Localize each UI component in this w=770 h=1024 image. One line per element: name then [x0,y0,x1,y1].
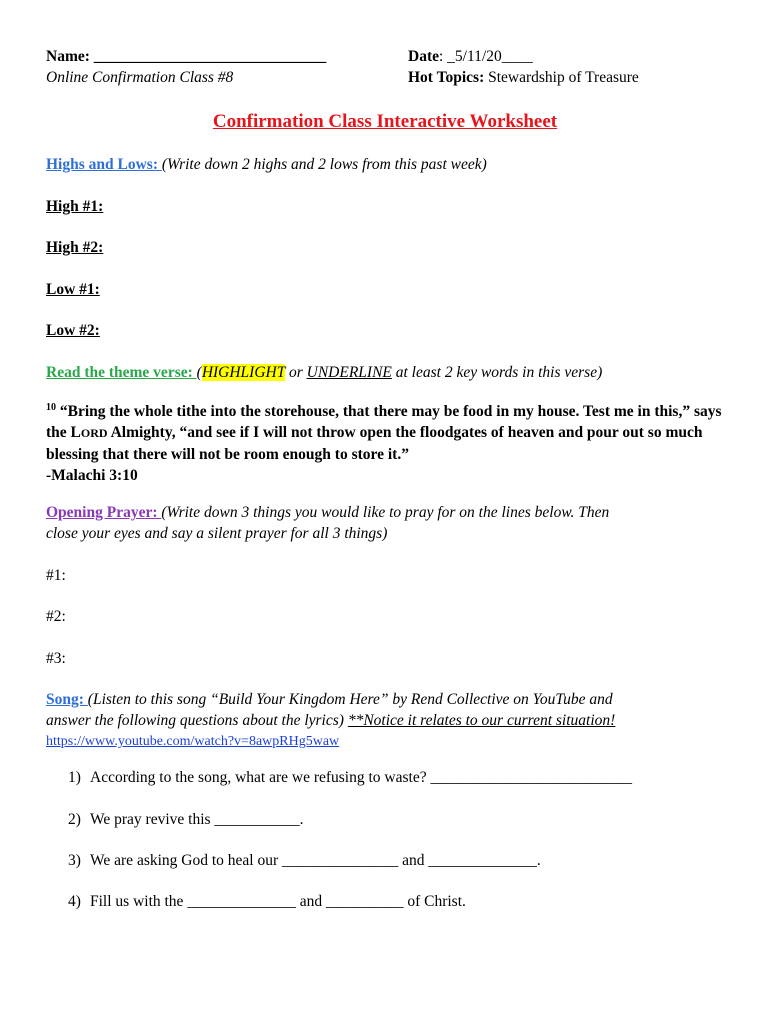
song-section [46,690,613,710]
youtube-link[interactable]: https://www.youtube.com/watch?v=8awpRHg5waw [46,734,340,749]
prayer-item-1: #1: [46,567,66,584]
low-2-label: Low #2: [46,322,100,339]
question-text: We are asking God to heal our _______________ and ______________. [90,852,541,869]
question-3 [68,851,541,871]
high-1-label: High #1: [46,198,104,215]
verse-smallcaps: ORD [80,426,108,440]
question-1 [68,768,632,788]
verse-part-1: “Bring the whole tithe into the storehouse, that there may be food in my house. Test me in this,” says the L [46,403,722,441]
song-heading: Song: [46,691,88,708]
topics-label: Hot Topics: [408,69,485,86]
verse-instruction-rest: at least 2 key words in this verse) [391,364,603,381]
highs-lows-instruction: (Write down 2 highs and 2 lows from this past week) [161,156,487,173]
highs-lows-section [46,155,487,175]
page-title: Confirmation Class Interactive Worksheet [212,111,558,132]
verse-text [46,401,726,486]
date-line [408,47,533,67]
question-number: 4) [68,893,81,910]
name-blank: ______________________________ [89,48,327,65]
question-number: 2) [68,811,81,828]
underline-word: UNDERLINE [306,364,392,381]
name-label: Name: [46,48,90,65]
question-number: 1) [68,769,81,786]
question-text: According to the song, what are we refusing to waste? __________________________ [90,769,632,786]
highs-lows-heading: Highs and Lows: [46,156,162,173]
song-instruction-2: answer the following questions about the lyrics) [46,712,348,729]
prayer-heading: Opening Prayer: [46,504,162,521]
song-notice: **Notice it relates to our current situation! [347,712,616,729]
song-instruction-1: (Listen to this song “Build Your Kingdom Here” by Rend Collective on YouTube and [87,691,613,708]
name-line [46,47,326,67]
date-value: : _5/11/20____ [439,48,533,65]
question-number: 3) [68,852,81,869]
class-name: Online Confirmation Class #8 [46,69,234,86]
theme-verse-heading: Read the theme verse: [46,364,197,381]
or-text: or [285,364,307,381]
prayer-section [46,503,609,523]
verse-number: 10 [46,401,56,413]
prayer-item-2: #2: [46,608,66,625]
question-text: We pray revive this ___________. [90,811,304,828]
topics-line [408,68,639,88]
paren-open: ( [196,364,202,381]
question-2 [68,810,304,830]
low-1-label: Low #1: [46,281,100,298]
youtube-link-line [46,731,339,752]
verse-part-2: Almighty, “and see if I will not throw open the floodgates of heaven and pour out so much blessing that there will not be room enough to store it.” [46,424,703,463]
question-text: Fill us with the ______________ and __________ of Christ. [90,893,466,910]
prayer-instruction-2: close your eyes and say a silent prayer for all 3 things) [46,525,388,542]
topics-value: Stewardship of Treasure [484,69,639,86]
prayer-item-3: #3: [46,650,66,667]
highlight-word: HIGHLIGHT [201,364,286,381]
prayer-instruction-1: (Write down 3 things you would like to pray for on the lines below. Then [161,504,610,521]
question-4 [68,892,466,912]
high-2-label: High #2: [46,239,104,256]
date-label: Date [408,48,439,65]
song-instruction-line-2 [46,711,615,731]
theme-verse-section [46,363,602,383]
verse-reference: -Malachi 3:10 [46,467,138,484]
